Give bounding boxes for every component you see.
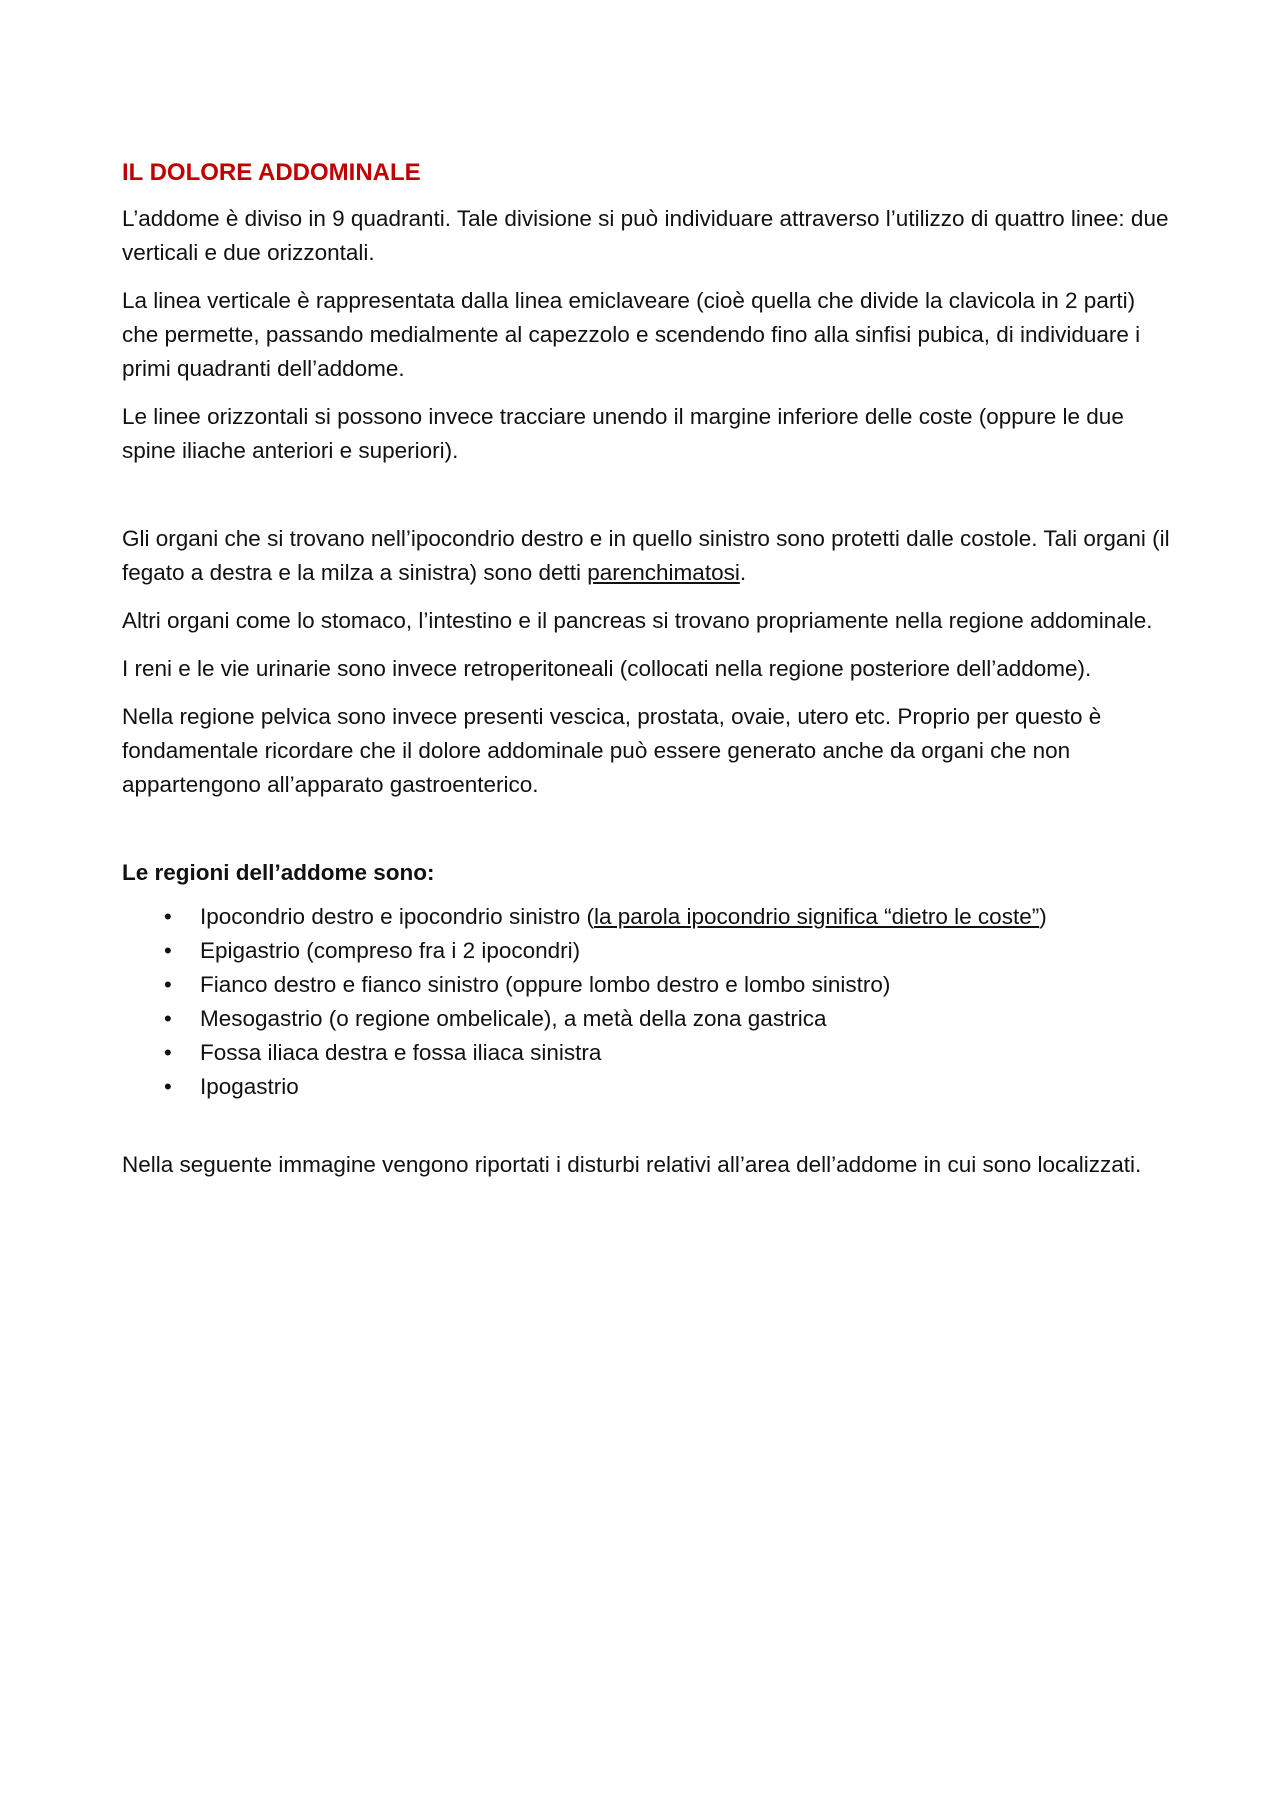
parenchimatosi-term: parenchimatosi — [587, 560, 740, 585]
intro-paragraph-1: L’addome è diviso in 9 quadranti. Tale divisione si può individuare attraverso l’utilizzo di quattro linee: due verticali e due orizzontali. — [122, 206, 1169, 265]
organs-paragraph-1 — [122, 522, 1172, 590]
list-item-text: Ipocondrio destro e ipocondrio sinistro ( — [200, 904, 594, 929]
intro-paragraph-2: La linea verticale è rappresentata dalla linea emiclaveare (cioè quella che divide la clavicola in 2 parti) che permette, passando medialmente al capezzolo e scendendo fino alla sinfisi pubica, di individuare i primi quadranti dell’addome. — [122, 288, 1141, 381]
list-item — [200, 900, 1172, 934]
organs-paragraph-1-end: . — [739, 560, 747, 585]
list-item-text-end: ) — [1039, 904, 1047, 929]
document-page — [122, 156, 1172, 1196]
list-item: • Fianco destro e fianco sinistro (oppure lombo destro e lombo sinistro) — [200, 968, 1172, 1002]
list-item: • Epigastrio (compreso fra i 2 ipocondri) — [200, 934, 1172, 968]
list-item: • Fossa iliaca destra e fossa iliaca sinistra — [200, 1036, 1172, 1070]
regions-heading: Le regioni dell’addome sono: — [122, 860, 435, 885]
ipocondrio-note: la parola ipocondrio significa “dietro le coste” — [593, 904, 1040, 929]
organs-paragraph-4: Nella regione pelvica sono invece presenti vescica, prostata, ovaie, utero etc. Proprio per questo è fondamentale ricordare che il dolore addominale può essere generato anche da organi che non appartengono all’apparato gastroenterico. — [122, 704, 1102, 797]
organs-paragraph-3: I reni e le vie urinarie sono invece retroperitoneali (collocati nella regione posteriore dell’addome). — [122, 656, 1092, 681]
organs-paragraph-1-text: Gli organi che si trovano nell’ipocondrio destro e in quello sinistro sono protetti dalle costole. Tali organi (il fegato a destra e la milza a sinistra) sono detti — [122, 526, 1170, 585]
organs-paragraph-2: Altri organi come lo stomaco, l’intestino e il pancreas si trovano propriamente nella regione addominale. — [122, 608, 1153, 633]
intro-paragraph-3: Le linee orizzontali si possono invece tracciare unendo il margine inferiore delle coste (oppure le due spine iliache anteriori e superiori). — [122, 404, 1124, 463]
list-item: • Ipogastrio — [200, 1070, 1172, 1104]
list-item: • Mesogastrio (o regione ombelicale), a metà della zona gastrica — [200, 1002, 1172, 1036]
regions-list — [122, 900, 1172, 1104]
document-title: IL DOLORE ADDOMINALE — [122, 159, 421, 186]
closing-paragraph: Nella seguente immagine vengono riportati i disturbi relativi all’area dell’addome in cui sono localizzati. — [122, 1152, 1142, 1177]
